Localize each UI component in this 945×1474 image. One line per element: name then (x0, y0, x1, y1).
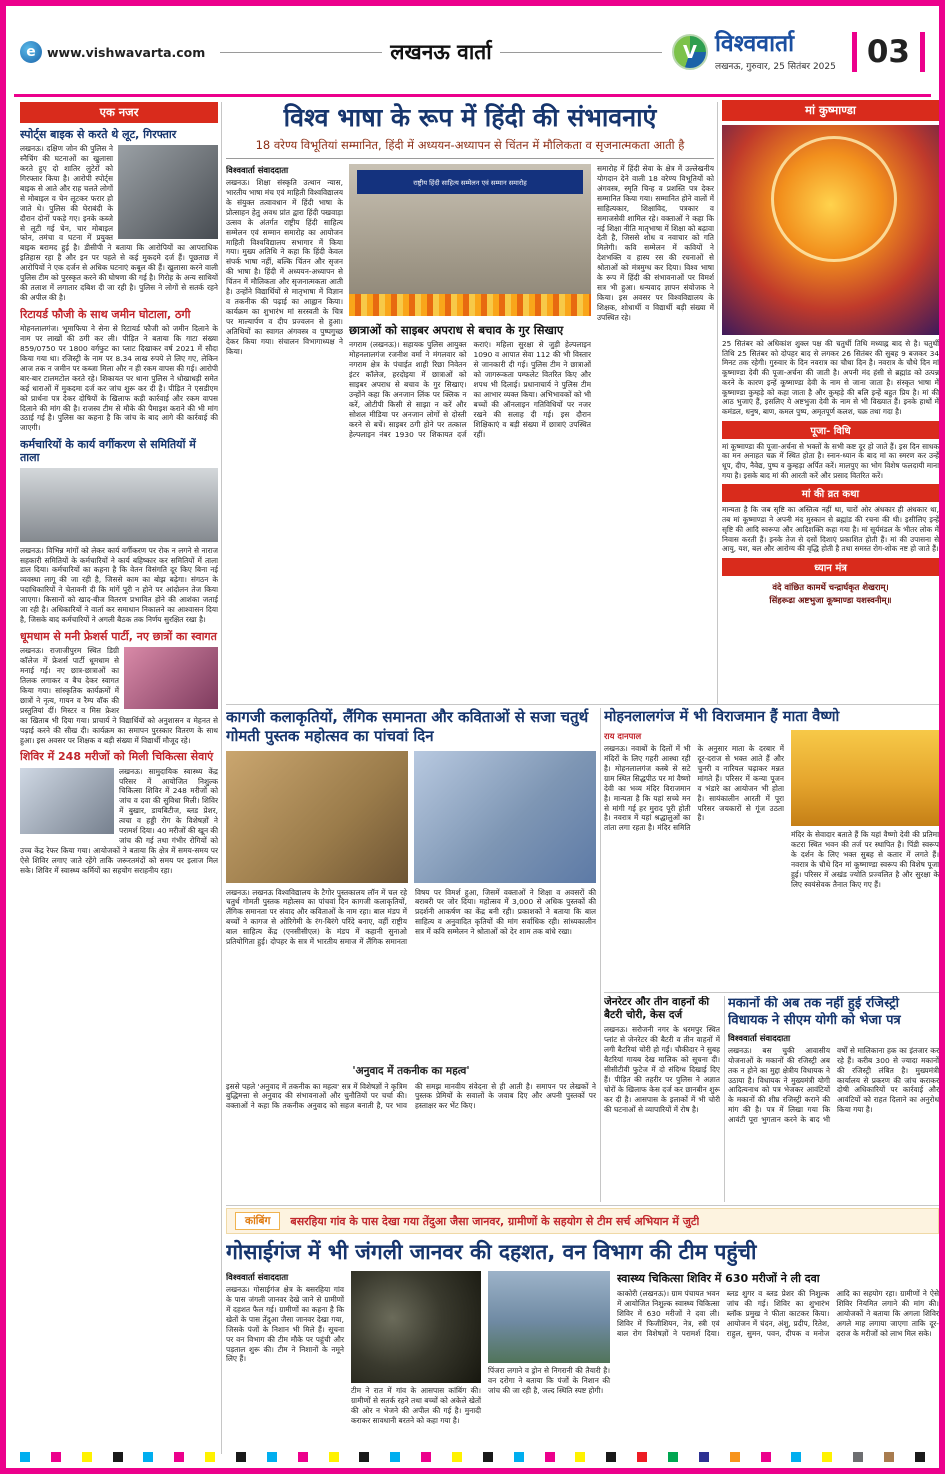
gomti-photos (226, 751, 596, 883)
camp-headline: स्वास्थ्य चिकित्सा शिविर में 630 मरीजों ने ली दवा (617, 1272, 820, 1285)
lead-body: लखनऊ। शिक्षा संस्कृति उत्थान न्यास, भारतीय भाषा मंच एवं माहिती विश्वविद्यालय के संयुक्त तत्वावधान में हिंदी भाषा के प्रोत्साहन हेतु अवध प्रांत द्वारा हिंदी पखवाड़ा उत्सव के अंतर्गत राष्ट्रीय हिंदी साहित्य सम्मेलन एवं सम्मान समारोह का आयोजन माहिती विश्वविद्यालय सभागार में किया गया। मुख्य अतिथि ने कहा कि हिंदी केवल संपर्क भाषा नहीं, बल्कि चिंतन और सृजन की भाषा है। हिंदी में अध्ययन-अध्यापन से चिंतन में मौलिकता और सृजनात्मकता आती है। उन्होंने विद्यार्थियों से मातृभाषा में विज्ञान व तकनीक की पढ़ाई का आह्वान किया। कार्यक्रम का शुभारंभ मां सरस्वती के चित्र पर माल्यार्पण व दीप प्रज्वलन से हुआ। अतिथियों का स्वागत अंगवस्त्र व पुष्पगुच्छ देकर किया गया। संचालन विभागाध्यक्ष ने किया। (226, 178, 343, 356)
section-header-kushmanda: मां कुष्माण्डा (722, 100, 939, 121)
garland-decoration (349, 294, 591, 316)
combing-tag-row (226, 1208, 939, 1234)
registry-byline: विश्ववार्ता संवाददाता (728, 1032, 791, 1043)
color-patch (421, 1452, 431, 1462)
section-divider (604, 992, 939, 993)
color-patch (915, 1452, 925, 1462)
section-header-puja-vidhi: पूजा- विधि (722, 421, 939, 439)
leopard-text-column (226, 1271, 344, 1449)
paper-name: विश्ववार्ता (714, 30, 795, 57)
color-patch (82, 1452, 92, 1462)
website-brand (20, 41, 210, 63)
mantra-line-2: सिंहरूढा अष्टभुजा कूष्माण्डा यशस्वनीम्॥ (769, 594, 892, 605)
color-patch (359, 1452, 369, 1462)
color-patch (730, 1452, 740, 1462)
section-header-vrat-katha: मां की व्रत कथा (722, 484, 939, 502)
battery-theft-article (604, 996, 720, 1202)
lead-body: समारोह में हिंदी सेवा के क्षेत्र में उल्लेखनीय योगदान देने वाली 18 वरेण्य विभूतियों को अंगवस्त्र, स्मृति चिन्ह व प्रशस्ति पत्र देकर सम्मानित किया गया। सम्मानित होने वालों में साहित्यकार, शिक्षाविद, पत्रकार व समाजसेवी शामिल रहे। वक्ताओं ने कहा कि नई शिक्षा नीति मातृभाषा में शिक्षा को बढ़ावा देती है, जिससे शोध व नवाचार को गति मिलेगी। कवि सम्मेलन में कवियों ने देशभक्ति व हास्य रस की रचनाओं से श्रोताओं को मंत्रमुग्ध कर दिया। विश्व भाषा के रूप में हिंदी की संभावनाओं पर विमर्श सत्र भी हुआ। धन्यवाद ज्ञापन संयोजक ने किया। इस अवसर पर विश्वविद्यालय के शिक्षक, शोधार्थी व विद्यार्थी बड़ी संख्या में उपस्थित रहे। (597, 164, 714, 322)
article-headline: कर्मचारियों के कार्य वर्गीकरण से समितियों में ताला (20, 438, 196, 465)
masthead-rule-right (500, 52, 662, 53)
vaishno-content (604, 730, 939, 976)
left-news-column (20, 102, 218, 1460)
hindi-sammelan-photo (349, 164, 591, 316)
maa-kushmanda-image (722, 125, 939, 335)
puja-vidhi-body: मां कूष्माण्डा की पूजा-अर्चना से भक्तों के सभी कष्ट दूर हो जाते हैं। इस दिन साधक का मन अनाहत चक्र में स्थित होता है। स्नान-ध्यान के बाद मां का स्मरण कर उन्हें धूप, दीप, नैवेद्य, पुष्प व कुम्हड़ा अर्पित करें। मालपुए का भोग विशेष फलदायी माना गया है। इसके बाद मां की आरती करें और प्रसाद वितरित करें। (722, 441, 939, 480)
column-divider (600, 708, 601, 1202)
page-header (20, 16, 925, 88)
book-festival-photo-2 (414, 751, 596, 883)
e-logo-icon: e (20, 41, 42, 63)
combing-tag: कांबिंग (235, 1212, 280, 1230)
color-patch (884, 1452, 894, 1462)
print-color-bar (20, 1452, 925, 1462)
color-patch (174, 1452, 184, 1462)
kushmanda-column (722, 100, 939, 748)
vaishno-photo-column (791, 730, 939, 976)
lead-headline: विश्व भाषा के रूप में हिंदी की संभावनाएं (283, 103, 657, 132)
forest-team-photo (488, 1271, 610, 1363)
gomti-headline: कागजी कलाकृतियों, लैंगिक समानता और कविताओं से सजा चतुर्थ गोमती पुस्तक महोत्सव का पांचवां दिन (226, 708, 589, 745)
color-patch (267, 1452, 277, 1462)
article-body: लखनऊ। दक्षिण जोन की पुलिस ने स्नैचिंग की घटनाओं का खुलासा करते हुए दो शातिर लुटेरों को गिरफ्तार किया है। आरोपी स्पोर्ट्स बाइक से आते और राह चलते लोगों से मोबाइल व चेन लूटकर फरार हो जाते थे। पुलिस की घेराबंदी के दौरान दोनों पकड़े गए। इनके कब्जे से लूटी गई चेन, चार मोबाइल फोन, तमंचा व घटना में प्रयुक्त बाइक बरामद हुई है। डीसीपी ने बताया कि आरोपियों का आपराधिक इतिहास रहा है और इन पर पहले से कई मुकदमे दर्ज हैं। पूछताछ में आरोपियों ने एक दर्जन से अधिक घटनाएं कबूल की हैं। खुलासा करने वाली पुलिस टीम को पुरस्कृत करने की घोषणा की गई है। गिरोह के अन्य साथियों की तलाश में लगातार दबिश दी जा रही है। पुलिस ने लोगों से सतर्क रहने की अपील की है। (20, 144, 218, 303)
book-festival-photo-1 (226, 751, 408, 883)
gomti-pull-quote: 'अनुवाद में तकनीक का महत्व' (352, 1064, 470, 1077)
leopard-strap: बसरहिया गांव के पास देखा गया तेंदुआ जैसा जानवर, ग्रामीणों के सहयोग से टीम सर्च अभियान में जुटी (290, 1214, 700, 1228)
article-medical-camp-248 (20, 750, 218, 875)
registry-headline: मकानों की अब तक नहीं हुई रजिस्ट्री विधायक ने सीएम योगी को भेजा पत्र (728, 996, 901, 1028)
header-divider (14, 94, 931, 97)
registry-body: लखनऊ। बस चुकी आवासीय योजनाओं के मकानों की रजिस्ट्री अब तक न होने का मुद्दा क्षेत्रीय विधायक ने उठाया है। विधायक ने मुख्यमंत्री योगी आदित्यनाथ को पत्र भेजकर आवंटियों के मकानों की शीघ्र रजिस्ट्री कराने की मांग की है। पत्र में लिखा गया कि आवंटी पूरा भुगतान करने के बाद भी वर्षों से मालिकाना हक का इंतजार कर रहे हैं। करीब 300 से ज्यादा मकानों की रजिस्ट्री लंबित है। मुख्यमंत्री कार्यालय से प्रकरण की जांच कराकर दोषी अधिकारियों पर कार्रवाई और आवंटियों को राहत दिलाने का अनुरोध किया गया है। (728, 1045, 939, 1125)
health-camp-subarticle (617, 1271, 939, 1449)
vrat-katha-body: मान्यता है कि जब सृष्टि का अस्तित्व नहीं था, चारों ओर अंधकार ही अंधकार था, तब मां कूष्माण्डा ने अपनी मंद मुस्कान से ब्रह्मांड की रचना की थी। इसीलिए इन्हें सृष्टि की आदि स्वरूपा और आदिशक्ति कहा गया है। मां सूर्यमंडल के भीतर लोक में निवास करती हैं। इनके तेज से दसों दिशाएं प्रकाशित होती हैं। मां की उपासना से आयु, यश, बल और आरोग्य की वृद्धि होती है तथा समस्त रोग-शोक नष्ट हो जाते हैं। (722, 505, 939, 554)
leopard-content-grid (226, 1271, 939, 1449)
article-samiti-lock (20, 438, 218, 625)
article-headline: रिटायर्ड फौजी के साथ जमीन घोटाला, ठगी (20, 307, 191, 321)
leopard-panic-article (226, 1208, 939, 1454)
leopard-photo-column-1 (351, 1271, 481, 1449)
color-patch (236, 1452, 246, 1462)
masthead-rule-left (220, 52, 382, 53)
lead-byline: विश्ववार्ता संवाददाता (226, 165, 289, 175)
color-patch (761, 1452, 771, 1462)
color-patch (514, 1452, 524, 1462)
stage-banner-text: राष्ट्रीय हिंदी साहित्य सम्मेलन एवं सम्मान समारोह (357, 170, 583, 194)
article-land-fraud (20, 308, 218, 433)
gomti-body-2: इससे पहले 'अनुवाद में तकनीक का महत्व' सत्र में विशेषज्ञों ने कृत्रिम बुद्धिमत्ता से अनुवाद की संभावनाओं और चुनौतियों पर चर्चा की। वक्ताओं ने कहा कि तकनीक अनुवाद को सहज बनाती है, पर भाव की समझ मानवीय संवेदना से ही आती है। समापन पर लेखकों ने पुस्तक प्रेमियों के सवालों के जवाब दिए और अपनी पुस्तकों पर हस्ताक्षर कर भेंट किए। (226, 1081, 596, 1111)
locked-samiti-gate-photo (20, 468, 218, 542)
vaishno-body-2: मंदिर के सेवादार बताते हैं कि यहां वैष्णो देवी की प्रतिमा कटरा स्थित भवन की तर्ज पर स्थापित है। पिंडी स्वरूप के दर्शन के लिए भक्त सुबह से कतार में लगते हैं। नवरात्र के चौथे दिन मां कूष्माण्डा स्वरूप की विशेष पूजा हुई। परिसर में अखंड ज्योति प्रज्वलित है और सुरक्षा के लिए स्वयंसेवक तैनात किए गए हैं। (791, 830, 939, 889)
article-body: लखनऊ। सामुदायिक स्वास्थ्य केंद्र परिसर में आयोजित निशुल्क चिकित्सा शिविर में 248 मरीजों को जांच व दवा की सुविधा मिली। शिविर में बुखार, डायबिटीज, ब्लड प्रेशर, त्वचा व हड्डी रोग के विशेषज्ञों ने परामर्श दिया। 40 मरीजों की खून की जांच की गई तथा गंभीर रोगियों को उच्च केंद्र रेफर किया गया। आयोजकों ने बताया कि क्षेत्र में समय-समय पर ऐसे शिविर लगाए जाते रहेंगे ताकि जरूरतमंदों को समय पर इलाज मिल सके। शिविर में स्वास्थ्य कर्मियों का सहयोग सराहनीय रहा। (20, 766, 218, 875)
edition-title: लखनऊ वार्ता (390, 40, 492, 64)
article-bike-loot (20, 128, 218, 303)
color-patch (143, 1452, 153, 1462)
color-patch (606, 1452, 616, 1462)
leopard-photo-column-2 (488, 1271, 610, 1449)
section-header-dhyan-mantra: ध्यान मंत्र (722, 558, 939, 576)
freshers-party-photo (124, 647, 218, 709)
color-patch (822, 1452, 832, 1462)
cyber-awareness-headline: छात्राओं को साइबर अपराध से बचाव के गुर सिखाए (349, 323, 564, 337)
color-patch (791, 1452, 801, 1462)
gomti-book-festival-article (226, 708, 596, 1202)
vaishno-temple-article (604, 706, 939, 990)
column-divider (221, 102, 222, 1454)
article-headline: शिविर में 248 मरीजों को मिली चिकित्सा सेवाएं (20, 750, 214, 764)
arrested-suspects-photo (118, 145, 218, 239)
color-patch (575, 1452, 585, 1462)
color-patch (390, 1452, 400, 1462)
color-patch (329, 1452, 339, 1462)
color-patch (20, 1452, 30, 1462)
masthead-center (220, 38, 662, 66)
leopard-byline: विश्ववार्ता संवाददाता (226, 1272, 289, 1282)
article-freshers-party (20, 630, 218, 745)
paper-brand (672, 30, 836, 72)
leopard-photo-caption-2: पिंजरा लगाने व ड्रोन से निगरानी की तैयारी है। वन दरोगा ने बताया कि पंजों के निशान की जांच की जा रही है, जल्द स्थिति स्पष्ट होगी। (488, 1366, 610, 1395)
dhyan-mantra (722, 579, 939, 608)
mantra-line-1: वंदे वांछित कामर्थे चन्द्रार्घकृत शेखराम्। (772, 581, 889, 592)
color-patch (298, 1452, 308, 1462)
cyber-awareness-body: नगराम (लखनऊ)। सहायक पुलिस आयुक्त मोहनलालगंज रजनीश वर्मा ने मंगलवार को नगराम क्षेत्र के पंचाईत शाही रिछा निवेतन इंटर कॉलेज, हरदोइया में छात्राओं को साइबर अपराध से बचाव के गुर सिखाए। उन्होंने कहा कि अनजान लिंक पर क्लिक न करें, ओटीपी किसी से साझा न करें और सोशल मीडिया पर अनजान लोगों से दोस्ती करने से बचें। साइबर ठगी होने पर तत्काल हेल्पलाइन नंबर 1930 पर शिकायत दर्ज कराएं। महिला सुरक्षा से जुड़ी हेल्पलाइन 1090 व आपात सेवा 112 की भी विस्तार से जानकारी दी गई। पुलिस टीम ने छात्राओं को जागरूकता पम्फलेट वितरित किए और शपथ भी दिलाई। प्रधानाचार्य ने पुलिस टीम का आभार व्यक्त किया। अभिभावकों को भी बच्चों की ऑनलाइन गतिविधियों पर नजर रखने की सलाह दी गई। इस दौरान शिक्षिकाएं व बड़ी संख्या में छात्राएं उपस्थित रहीं। (349, 340, 591, 439)
lead-subhead: 18 वरेण्य विभूतियां सम्मानित, हिंदी में अध्ययन-अध्यापन से चिंतन में मौलिकता व सृजनात्मकता आती है (226, 138, 714, 159)
camp-body: काकोरी (लखनऊ)। ग्राम पंचायत भवन में आयोजित निशुल्क स्वास्थ्य चिकित्सा शिविर में 630 मरीजों ने दवा ली। शिविर में फिजीशियन, नेत्र, स्त्री एवं बाल रोग विशेषज्ञों ने परामर्श दिया। ब्लड शुगर व ब्लड प्रेशर की निशुल्क जांच की गई। शिविर का शुभारंभ ब्लॉक प्रमुख ने फीता काटकर किया। आयोजन में चंदन, अंशु, प्रदीप, रितेश, राहुल, सुमन, पवन, दीपक व मनोज आदि का सहयोग रहा। ग्रामीणों ने ऐसे शिविर नियमित लगाने की मांग की। आयोजकों ने बताया कि अगला शिविर अगले माह लगाया जाएगा ताकि दूर-दराज के मरीजों को लाभ मिल सके। (617, 1289, 939, 1338)
section-divider (226, 704, 939, 705)
article-body: लखनऊ। विभिन्न मांगों को लेकर कार्य वर्गीकरण पर रोक न लगने से नाराज सहकारी समितियों के कर्मचारियों ने कार्य बहिष्कार कर समितियों में ताला डाल दिया। कर्मचारियों का कहना है कि वेतन विसंगति दूर किए बिना नई व्यवस्था लागू की जा रही है, जिससे काम का बोझ बढ़ेगा। संगठन के पदाधिकारियों ने चेतावनी दी कि मांगें पूरी न होने पर आंदोलन तेज किया जाएगा। किसानों को खाद-बीज वितरण प्रभावित होने की आशंका जताई जा रही है। अधिकारियों ने वार्ता कर समाधान निकालने का आश्वासन दिया है, जिसके बाद कर्मचारियों ने अगली बैठक तक निर्णय सुरक्षित रखा है। (20, 545, 218, 625)
page-number: 03 (852, 32, 925, 72)
color-patch (637, 1452, 647, 1462)
vaishno-headline: मोहनलालगंज में भी विराजमान हैं माता वैष्णो (604, 709, 840, 725)
lead-column-4 (597, 164, 714, 684)
website-url: www.vishwavarta.com (47, 44, 206, 60)
article-body: लखनऊ। राजाजीपुरम स्थित डिग्री कॉलेज में फ्रेशर्स पार्टी धूमधाम से मनाई गई। नए छात्र-छात्राओं का तिलक लगाकर व बैच देकर स्वागत किया गया। सांस्कृतिक कार्यक्रमों में छात्रों ने नृत्य, गायन व रैम्प वॉक की प्रस्तुतियां दीं। मिस्टर व मिस फ्रेशर का खिताब भी दिया गया। प्राचार्य ने विद्यार्थियों को अनुशासन व मेहनत से पढ़ाई करने की सीख दी। कार्यक्रम का समापन पुरस्कार वितरण के साथ हुआ। इस अवसर पर शिक्षक व बड़ी संख्या में विद्यार्थी मौजूद रहे। (20, 646, 218, 745)
article-body: मोहनलालगंज। भूमाफिया ने सेना से रिटायर्ड फौजी को जमीन दिलाने के नाम पर लाखों की ठगी कर ली। पीड़ित ने बताया कि गाटा संख्या 859/0750 पर 1800 वर्गफुट का प्लाट दिखाकर वर्ष 2021 में सौदा किया गया था। रजिस्ट्री के नाम पर 8.34 लाख रुपये ले लिए गए, लेकिन आज तक न जमीन पर कब्जा मिला और न ही रकम वापस की गई। आरोपी बार-बार टालमटोल करते रहे। शिकायत पर थाना पुलिस ने धोखाधड़ी समेत कई धाराओं में मुकदमा दर्ज कर जांच शुरू कर दी है। पीड़ित ने एसडीएम को प्रार्थना पत्र देकर दोषियों के खिलाफ कड़ी कार्रवाई और रकम वापस दिलाने की मांग की है। राजस्व टीम से मौके की पैमाइश कराने की भी मांग उठाई गई है। पुलिस का कहना है कि जांच के बाद आगे की कार्रवाई की जाएगी। (20, 324, 218, 433)
column-divider (717, 102, 718, 704)
vaishno-byline: राय दानपाल (604, 731, 642, 741)
color-patch (113, 1452, 123, 1462)
section-header-ek-nazar: एक नजर (20, 102, 218, 123)
lead-column-middle (349, 164, 591, 684)
color-patch (452, 1452, 462, 1462)
edition-dateline: लखनऊ, गुरुवार, 25 सितंबर 2025 (714, 61, 836, 72)
color-patch (545, 1452, 555, 1462)
color-patch (51, 1452, 61, 1462)
article-headline: धूमधाम से मनी फ्रेशर्स पार्टी, नए छात्रों का स्वागत (20, 630, 217, 644)
lead-article (226, 100, 714, 702)
battery-headline: जेनरेटर और तीन वाहनों की बैटरी चोरी, केस दर्ज (604, 996, 710, 1022)
lead-column-1 (226, 164, 343, 684)
vaishno-body: लखनऊ। नवाबों के दिलों में भी मंदिरों के लिए गहरी आस्था रही है। मोहनलालगंज कस्बे से सटे ग्राम स्थित सिद्धपीठ पर मां वैष्णो देवी का भव्य मंदिर विराजमान है। मान्यता है कि यहां सच्चे मन से मांगी गई हर मुराद पूरी होती है। नवरात्र में यहां श्रद्धालुओं का तांता लगा रहता है। मंदिर समिति के अनुसार माता के दरबार में दूर-दराज से भक्त आते हैं और चुनरी व नारियल चढ़ाकर मन्नत मांगते हैं। परिसर में कन्या पूजन व भंडारे का आयोजन भी होता है। सायंकालीन आरती में पूरा परिसर जयकारों से गूंज उठता है। (604, 744, 784, 833)
leopard-photo-caption-1: टीम ने रात में गांव के आसपास कांबिंग की। ग्रामीणों से सतर्क रहने तथा बच्चों को अकेले खेतों की ओर न भेजने की अपील की गई है। मुनादी कराकर सावधानी बरतने को कहा गया है। (351, 1386, 481, 1425)
medical-camp-photo (20, 768, 114, 834)
registry-letter-article (728, 996, 939, 1202)
color-patch (668, 1452, 678, 1462)
color-patch (699, 1452, 709, 1462)
color-patch (853, 1452, 863, 1462)
section-divider (226, 1205, 939, 1206)
lead-columns (226, 164, 714, 684)
color-patch (205, 1452, 215, 1462)
column-divider (724, 996, 725, 1202)
night-combing-photo (351, 1271, 481, 1383)
kushmanda-intro: 25 सितंबर को अधिकांश शुक्ल पक्ष की चतुर्थी तिथि मध्याह्न बाद से है। चतुर्थी तिथि 25 सितंबर को दोपहर बाद से लगकर 26 सितंबर की सुबह 9 बजकर 34 मिनट तक रहेगी। गुरुवार के दिन नवरात्र का चौथा दिन है। नवरात्र के चौथे दिन मां कूष्माण्डा देवी की पूजा-अर्चना की जाती है। अपनी मंद हंसी से ब्रह्मांड को उत्पन्न करने के कारण इन्हें कूष्माण्डा देवी के नाम से जाना जाता है। संस्कृत भाषा में कूष्माण्डा कुम्हड़े को कहा जाता है और कुम्हड़े की बलि इन्हें बहुत प्रिय है। मां की आठ भुजाएं हैं, इसलिए ये अष्टभुजा देवी के नाम से भी विख्यात हैं। इनके हाथों में कमंडल, धनुष, बाण, कमल पुष्प, अमृतपूर्ण कलश, चक्र तथा गदा है। (722, 339, 939, 416)
leopard-headline: गोसाईगंज में भी जंगली जानवर की दहशत, वन विभाग की टीम पहुंची (226, 1240, 757, 1264)
leopard-body: लखनऊ। गोसाईगंज क्षेत्र के बसरहिया गांव के पास जंगली जानवर देखे जाने से ग्रामीणों में दहशत फैल गई। ग्रामीणों का कहना है कि खेतों के पास तेंदुआ जैसा जानवर देखा गया, जिसके पंजों के निशान भी मिले हैं। सूचना पर वन विभाग की टीम मौके पर पहुंची और पड़ताल शुरू की। टीम ने निशानों के नमूने लिए हैं। (226, 1285, 344, 1364)
color-patch (483, 1452, 493, 1462)
battery-body: लखनऊ। सरोजनी नगर के धरमपुर स्थित प्लांट से जेनरेटर की बैटरी व तीन वाहनों में लगी बैटरियां चोरी हो गईं। चौकीदार ने सुबह बैटरियां गायब देख मालिक को सूचना दी। सीसीटीवी फुटेज में दो संदिग्ध दिखाई दिए हैं। पीड़ित की तहरीर पर पुलिस ने अज्ञात चोरों के खिलाफ केस दर्ज कर छानबीन शुरू कर दी है। आसपास के इलाकों में भी चोरी की घटनाओं से व्यापारियों में रोष है। (604, 1025, 720, 1114)
article-headline: स्पोर्ट्स बाइक से करते थे लूट, गिरफ्तार (20, 128, 177, 141)
vishwavarta-logo-icon: V (672, 34, 708, 70)
vaishno-temple-photo (791, 730, 939, 826)
gomti-body: लखनऊ। लखनऊ विश्वविद्यालय के टैगोर पुस्तकालय लॉन में चल रहे चतुर्थ गोमती पुस्तक महोत्सव का पांचवां दिन कागजी कलाकृतियों, लैंगिक समानता पर संवाद और कविताओं के नाम रहा। बाल मंडप में बच्चों ने कागज से ओरिगेमी के रंग-बिरंगे परिंदे बनाए, वहीं राष्ट्रीय बाल साहित्य केंद्र (एनसीसीएल) के मंडप में कहानी सुनाओ प्रतियोगिता हुई। दोपहर के सत्र में भारतीय समाज में लैंगिक समानता विषय पर विमर्श हुआ, जिसमें वक्ताओं ने शिक्षा व अवसरों की बराबरी पर जोर दिया। महोत्सव में 3,000 से अधिक पुस्तकों की प्रदर्शनी आकर्षण का केंद्र बनी रही। प्रकाशकों ने बताया कि बाल साहित्य व अनुवादित कृतियों की मांग सर्वाधिक रही। सांध्यकालीन सत्र में कवि सम्मेलन ने श्रोताओं को देर शाम तक बांधे रखा। (226, 887, 596, 947)
vaishno-text-columns (604, 730, 784, 976)
